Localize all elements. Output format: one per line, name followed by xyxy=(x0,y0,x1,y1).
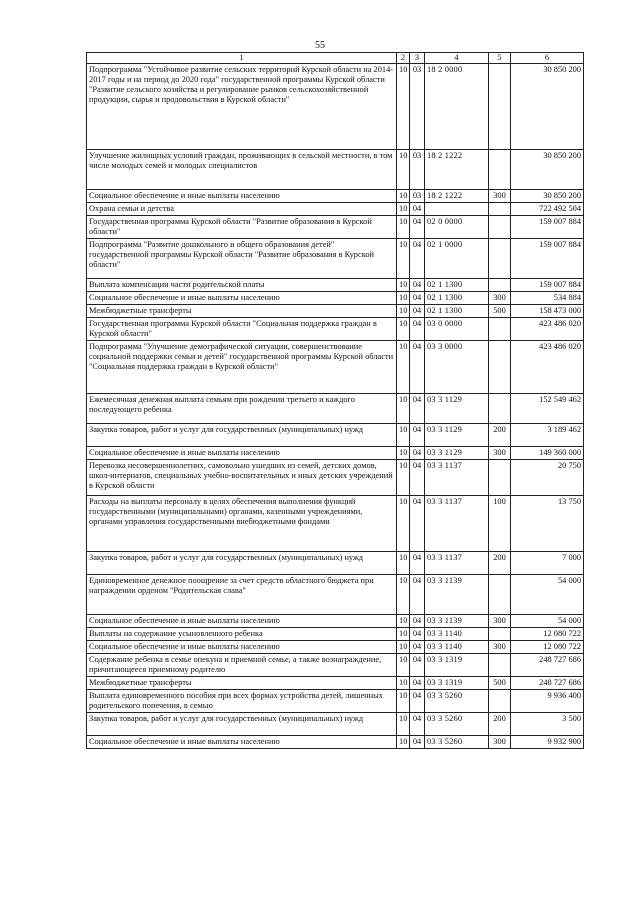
section-code-cell: 10 xyxy=(397,641,410,654)
subsection-code-cell: 04 xyxy=(410,641,425,654)
section-code-cell: 10 xyxy=(397,713,410,736)
section-code-cell: 10 xyxy=(397,575,410,615)
section-code-cell: 10 xyxy=(397,305,410,318)
table-row xyxy=(87,279,584,292)
amount-cell: 722 492 504 xyxy=(511,203,584,216)
header-cell: 5 xyxy=(489,53,511,64)
target-item-code-cell: 02 1 0000 xyxy=(425,239,489,279)
header-cell: 1 xyxy=(87,53,397,64)
subsection-code-cell: 04 xyxy=(410,424,425,447)
subsection-code-cell: 04 xyxy=(410,690,425,713)
expense-type-code-cell xyxy=(489,690,511,713)
target-item-code-cell: 02 1 1300 xyxy=(425,305,489,318)
amount-cell: 248 727 686 xyxy=(511,677,584,690)
expense-type-code-cell: 300 xyxy=(489,292,511,305)
table-row xyxy=(87,203,584,216)
subsection-code-cell: 03 xyxy=(410,64,425,150)
table-row xyxy=(87,496,584,552)
target-item-code-cell: 18 2 1222 xyxy=(425,150,489,190)
target-item-code-cell: 03 3 0000 xyxy=(425,341,489,394)
section-code-cell: 10 xyxy=(397,190,410,203)
target-item-code-cell: 03 3 1137 xyxy=(425,552,489,575)
row-name-cell: Межбюджетные трансферты xyxy=(87,677,397,690)
amount-cell: 158 473 000 xyxy=(511,305,584,318)
row-name-cell: Подпрограмма "Развитие дошкольного и общего образования детей" государственной программы Курской области "Развитие образования в Курской области" xyxy=(87,239,397,279)
table-row xyxy=(87,305,584,318)
section-code-cell: 10 xyxy=(397,424,410,447)
target-item-code-cell: 03 0 0000 xyxy=(425,318,489,341)
target-item-code-cell: 03 3 1129 xyxy=(425,394,489,424)
expense-type-code-cell: 300 xyxy=(489,736,511,749)
amount-cell: 12 080 722 xyxy=(511,628,584,641)
target-item-code-cell: 03 3 1319 xyxy=(425,654,489,677)
subsection-code-cell: 04 xyxy=(410,239,425,279)
section-code-cell: 10 xyxy=(397,654,410,677)
target-item-code-cell: 02 1 1300 xyxy=(425,279,489,292)
subsection-code-cell: 04 xyxy=(410,677,425,690)
row-name-cell: Социальное обеспечение и иные выплаты населению xyxy=(87,447,397,460)
target-item-code-cell: 03 3 1140 xyxy=(425,641,489,654)
expense-type-code-cell: 300 xyxy=(489,447,511,460)
section-code-cell: 10 xyxy=(397,460,410,496)
row-name-cell: Социальное обеспечение и иные выплаты населению xyxy=(87,641,397,654)
row-name-cell: Социальное обеспечение и иные выплаты населению xyxy=(87,736,397,749)
row-name-cell: Закупка товаров, работ и услуг для государственных (муниципальных) нужд xyxy=(87,424,397,447)
section-code-cell: 10 xyxy=(397,318,410,341)
table-row xyxy=(87,64,584,150)
section-code-cell: 10 xyxy=(397,239,410,279)
amount-cell: 423 486 020 xyxy=(511,318,584,341)
table-row xyxy=(87,190,584,203)
target-item-code-cell: 18 2 1222 xyxy=(425,190,489,203)
subsection-code-cell: 04 xyxy=(410,496,425,552)
table-row xyxy=(87,641,584,654)
expense-type-code-cell xyxy=(489,394,511,424)
amount-cell: 30 850 200 xyxy=(511,64,584,150)
table-row xyxy=(87,736,584,749)
amount-cell: 248 727 686 xyxy=(511,654,584,677)
table-row xyxy=(87,677,584,690)
amount-cell: 9 932 900 xyxy=(511,736,584,749)
target-item-code-cell: 03 3 1137 xyxy=(425,460,489,496)
expense-type-code-cell xyxy=(489,460,511,496)
row-name-cell: Перевозка несовершеннолетних, самовольно ушедших из семей, детских домов, школ-интернатов, специальных учебно-воспитательных и иных детских учреждений в Курской области xyxy=(87,460,397,496)
row-name-cell: Выплаты на содержание усыновленного ребенка xyxy=(87,628,397,641)
row-name-cell: Государственная программа Курской области "Социальная поддержка граждан в Курской области" xyxy=(87,318,397,341)
expense-type-code-cell xyxy=(489,628,511,641)
section-code-cell: 10 xyxy=(397,628,410,641)
subsection-code-cell: 04 xyxy=(410,318,425,341)
expense-type-code-cell: 300 xyxy=(489,190,511,203)
expense-type-code-cell: 500 xyxy=(489,677,511,690)
target-item-code-cell: 03 3 1139 xyxy=(425,575,489,615)
section-code-cell: 10 xyxy=(397,394,410,424)
row-name-cell: Улучшение жилищных условий граждан, проживающих в сельской местности, в том числе молодых семей и молодых специалистов xyxy=(87,150,397,190)
expense-type-code-cell xyxy=(489,64,511,150)
table-row xyxy=(87,216,584,239)
target-item-code-cell: 03 3 1137 xyxy=(425,496,489,552)
header-cell: 4 xyxy=(425,53,489,64)
table-row xyxy=(87,292,584,305)
amount-cell: 30 850 200 xyxy=(511,190,584,203)
table-row xyxy=(87,690,584,713)
section-code-cell: 10 xyxy=(397,150,410,190)
subsection-code-cell: 04 xyxy=(410,292,425,305)
expense-type-code-cell: 300 xyxy=(489,641,511,654)
table-row xyxy=(87,552,584,575)
section-code-cell: 10 xyxy=(397,447,410,460)
target-item-code-cell: 03 3 1129 xyxy=(425,424,489,447)
table-row xyxy=(87,460,584,496)
target-item-code-cell: 03 3 5260 xyxy=(425,690,489,713)
expense-type-code-cell: 200 xyxy=(489,713,511,736)
amount-cell: 7 000 xyxy=(511,552,584,575)
table-row xyxy=(87,447,584,460)
subsection-code-cell: 04 xyxy=(410,447,425,460)
expense-type-code-cell: 300 xyxy=(489,615,511,628)
amount-cell: 159 007 884 xyxy=(511,216,584,239)
table-row xyxy=(87,628,584,641)
row-name-cell: Социальное обеспечение и иные выплаты населению xyxy=(87,615,397,628)
section-code-cell: 10 xyxy=(397,552,410,575)
row-name-cell: Охрана семьи и детства xyxy=(87,203,397,216)
subsection-code-cell: 04 xyxy=(410,575,425,615)
table-row xyxy=(87,318,584,341)
section-code-cell: 10 xyxy=(397,677,410,690)
table-row xyxy=(87,150,584,190)
row-name-cell: Ежемесячная денежная выплата семьям при рождении третьего и каждого последующего ребенка xyxy=(87,394,397,424)
section-code-cell: 10 xyxy=(397,496,410,552)
expense-type-code-cell xyxy=(489,203,511,216)
table-row xyxy=(87,615,584,628)
target-item-code-cell: 03 3 1139 xyxy=(425,615,489,628)
amount-cell: 423 486 020 xyxy=(511,341,584,394)
row-name-cell: Закупка товаров, работ и услуг для государственных (муниципальных) нужд xyxy=(87,713,397,736)
amount-cell: 159 007 884 xyxy=(511,239,584,279)
header-cell: 2 xyxy=(397,53,410,64)
section-code-cell: 10 xyxy=(397,341,410,394)
target-item-code-cell: 02 1 1300 xyxy=(425,292,489,305)
amount-cell: 3 189 462 xyxy=(511,424,584,447)
expense-type-code-cell xyxy=(489,279,511,292)
amount-cell: 20 750 xyxy=(511,460,584,496)
subsection-code-cell: 04 xyxy=(410,279,425,292)
expense-type-code-cell xyxy=(489,318,511,341)
expense-type-code-cell xyxy=(489,216,511,239)
amount-cell: 534 884 xyxy=(511,292,584,305)
row-name-cell: Закупка товаров, работ и услуг для государственных (муниципальных) нужд xyxy=(87,552,397,575)
subsection-code-cell: 04 xyxy=(410,628,425,641)
table-row xyxy=(87,239,584,279)
subsection-code-cell: 04 xyxy=(410,341,425,394)
expense-type-code-cell xyxy=(489,239,511,279)
row-name-cell: Государственная программа Курской области "Развитие образования в Курской области" xyxy=(87,216,397,239)
section-code-cell: 10 xyxy=(397,279,410,292)
row-name-cell: Расходы на выплаты персоналу в целях обеспечения выполнения функций государственными (муниципальными) органами, казенными учреждениями, органами управления государственными внебюджетными фондами xyxy=(87,496,397,552)
amount-cell: 54 000 xyxy=(511,575,584,615)
target-item-code-cell: 03 3 1140 xyxy=(425,628,489,641)
section-code-cell: 10 xyxy=(397,615,410,628)
row-name-cell: Единовременное денежное поощрение за счет средств областного бюджета при награждении орденом "Родительская слава" xyxy=(87,575,397,615)
target-item-code-cell: 03 3 1129 xyxy=(425,447,489,460)
subsection-code-cell: 04 xyxy=(410,216,425,239)
section-code-cell: 10 xyxy=(397,64,410,150)
expense-type-code-cell: 200 xyxy=(489,552,511,575)
row-name-cell: Межбюджетные трансферты xyxy=(87,305,397,318)
subsection-code-cell: 04 xyxy=(410,713,425,736)
subsection-code-cell: 04 xyxy=(410,615,425,628)
amount-cell: 13 750 xyxy=(511,496,584,552)
target-item-code-cell: 03 3 5260 xyxy=(425,736,489,749)
section-code-cell: 10 xyxy=(397,203,410,216)
row-name-cell: Содержание ребенка в семье опекуна и приемной семье, а также вознаграждение, причитающееся приемному родителю xyxy=(87,654,397,677)
row-name-cell: Подпрограмма "Улучшение демографической ситуации, совершенствование социальной поддержки семьи и детей" государственной программы Курской области "Социальная поддержка граждан в Курской области" xyxy=(87,341,397,394)
subsection-code-cell: 04 xyxy=(410,654,425,677)
target-item-code-cell: 18 2 0000 xyxy=(425,64,489,150)
subsection-code-cell: 04 xyxy=(410,203,425,216)
page-number: 55 xyxy=(315,40,325,51)
row-name-cell: Подпрограмма "Устойчивое развитие сельских территорий Курской области на 2014-2017 годы и на период до 2020 года" государственной программы Курской области "Развитие сельского хозяйства и регулирование рынков сельскохозяйственной продукции, сырья и продовольствия в Курской области" xyxy=(87,64,397,150)
table-row xyxy=(87,394,584,424)
section-code-cell: 10 xyxy=(397,690,410,713)
amount-cell: 3 500 xyxy=(511,713,584,736)
target-item-code-cell: 03 3 5260 xyxy=(425,713,489,736)
amount-cell: 12 080 722 xyxy=(511,641,584,654)
expense-type-code-cell: 500 xyxy=(489,305,511,318)
table-row xyxy=(87,575,584,615)
table-header-row xyxy=(87,53,584,64)
target-item-code-cell: 03 3 1319 xyxy=(425,677,489,690)
table-row xyxy=(87,341,584,394)
amount-cell: 152 549 462 xyxy=(511,394,584,424)
amount-cell: 159 007 884 xyxy=(511,279,584,292)
target-item-code-cell xyxy=(425,203,489,216)
expense-type-code-cell: 200 xyxy=(489,424,511,447)
expense-type-code-cell xyxy=(489,575,511,615)
subsection-code-cell: 03 xyxy=(410,150,425,190)
row-name-cell: Социальное обеспечение и иные выплаты населению xyxy=(87,190,397,203)
expense-type-code-cell xyxy=(489,150,511,190)
header-cell: 3 xyxy=(410,53,425,64)
header-cell: 6 xyxy=(511,53,584,64)
row-name-cell: Выплата единовременного пособия при всех формах устройства детей, лишенных родительского попечения, в семью xyxy=(87,690,397,713)
subsection-code-cell: 04 xyxy=(410,394,425,424)
amount-cell: 9 936 400 xyxy=(511,690,584,713)
expense-type-code-cell: 100 xyxy=(489,496,511,552)
subsection-code-cell: 04 xyxy=(410,460,425,496)
target-item-code-cell: 02 0 0000 xyxy=(425,216,489,239)
table-row xyxy=(87,713,584,736)
table-row xyxy=(87,654,584,677)
expense-type-code-cell xyxy=(489,654,511,677)
expense-type-code-cell xyxy=(489,341,511,394)
budget-table xyxy=(86,52,584,749)
subsection-code-cell: 04 xyxy=(410,736,425,749)
subsection-code-cell: 03 xyxy=(410,190,425,203)
table-row xyxy=(87,424,584,447)
subsection-code-cell: 04 xyxy=(410,552,425,575)
subsection-code-cell: 04 xyxy=(410,305,425,318)
amount-cell: 54 000 xyxy=(511,615,584,628)
row-name-cell: Выплата компенсации части родительской платы xyxy=(87,279,397,292)
section-code-cell: 10 xyxy=(397,292,410,305)
section-code-cell: 10 xyxy=(397,736,410,749)
amount-cell: 30 850 200 xyxy=(511,150,584,190)
row-name-cell: Социальное обеспечение и иные выплаты населению xyxy=(87,292,397,305)
amount-cell: 149 360 000 xyxy=(511,447,584,460)
section-code-cell: 10 xyxy=(397,216,410,239)
